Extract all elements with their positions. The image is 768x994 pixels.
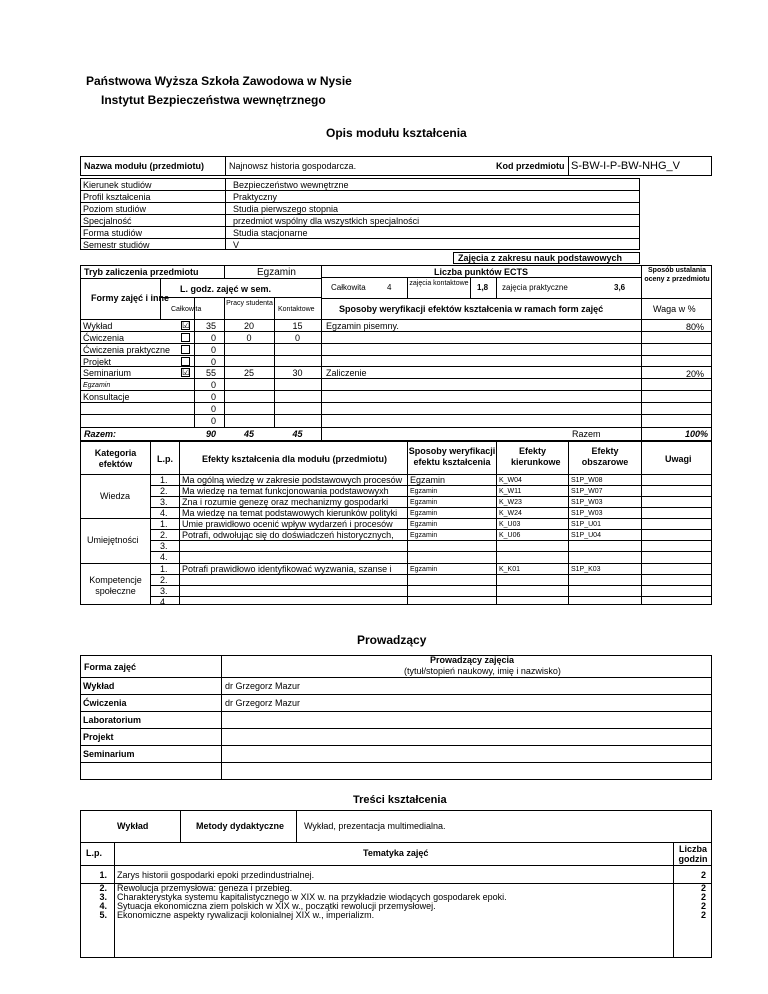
effect-text: Potrafi prawidłowo identyfikować wyzwania, szanse i <box>182 564 392 574</box>
effect-divider <box>150 574 712 575</box>
form-checkbox: ☑ <box>182 367 191 377</box>
form-name: Wykład <box>83 321 113 331</box>
effect-text: Potrafi, odwołując się do doświadczeń historycznych, <box>182 530 394 540</box>
effect-lp: 4. <box>160 508 168 518</box>
topic-hours: 2 <box>700 883 706 893</box>
ects-total-label: Całkowita <box>331 283 366 292</box>
effect-area: S1P_W07 <box>571 488 603 495</box>
assessment-method-label: Sposób ustalania oceny z przedmiotu <box>644 267 710 283</box>
content-col-hours: Liczba godzin <box>678 844 708 864</box>
verification-header: Sposoby weryfikacji efektów kształcenia w ramach form zajęć <box>339 304 604 314</box>
form-verification: Zaliczenie <box>326 368 367 378</box>
col-verif: Sposoby weryfikacji efektu kształcenia <box>408 446 496 467</box>
effect-area: S1P_W08 <box>571 477 603 484</box>
effect-area: S1P_K03 <box>571 566 601 573</box>
hours-header: L. godz. zajęć w sem. <box>180 284 272 294</box>
form-name: Egzamin <box>83 382 111 389</box>
effect-directional: K_W23 <box>499 499 522 506</box>
totals-student: 45 <box>243 429 254 439</box>
field-value: Praktyczny <box>233 192 278 202</box>
effect-directional: K_K01 <box>499 566 521 573</box>
effect-area: S1P_W03 <box>571 510 603 517</box>
teacher-form: Projekt <box>83 732 114 742</box>
topic-text: Charakterystyka systemu kapitalistycznego w XIX w. na przykładzie wiodących gospodarek epoki. <box>117 892 507 902</box>
form-contact: 30 <box>292 368 303 378</box>
form-checkbox <box>181 333 190 342</box>
category-skills: Umiejętności <box>87 535 139 545</box>
content-title: Treści kształcenia <box>353 794 447 806</box>
form-total: 0 <box>210 404 216 414</box>
topic-hours: 2 <box>700 892 706 902</box>
form-checkbox: ☑ <box>182 320 191 330</box>
form-total: 0 <box>210 416 216 426</box>
form-verification: Egzamin pisemny. <box>326 321 399 331</box>
topic-text: Rewolucja przemysłowa: geneza i przebieg. <box>117 883 293 893</box>
effect-area: S1P_W03 <box>571 499 603 506</box>
col-total: Całkowita <box>171 306 202 313</box>
topic-text: Sytuacja ekonomiczna ziem polskich w XIX w., początki rewolucji przemysłowej. <box>117 901 436 911</box>
field-label: Profil kształcenia <box>83 192 151 202</box>
teacher-name: dr Grzegorz Mazur <box>225 698 301 708</box>
teacher-form: Wykład <box>83 681 115 691</box>
topic-hours: 2 <box>700 901 706 911</box>
effect-lp: 3. <box>160 541 168 551</box>
form-student: 20 <box>243 321 254 331</box>
totals-contact: 45 <box>292 429 303 439</box>
form-name: Projekt <box>83 357 112 367</box>
effect-lp: 1. <box>160 564 168 574</box>
topic-lp: 2. <box>99 883 107 893</box>
field-value: przedmiot wspólny dla wszystkich specjalności <box>233 216 420 226</box>
ects-total-value: 4 <box>387 283 392 292</box>
effect-directional: K_U03 <box>499 521 521 528</box>
teacher-form: Laboratorium <box>83 715 142 725</box>
totals-weight: 100% <box>684 429 708 439</box>
col-notes: Uwagi <box>665 454 692 464</box>
teacher-form: Seminarium <box>83 749 135 759</box>
forms-header: Formy zajęć i inne <box>91 293 170 303</box>
weight-header: Waga w % <box>653 304 696 314</box>
form-checkbox <box>181 357 190 366</box>
effect-lp: 3. <box>160 586 168 596</box>
effect-divider <box>150 540 712 541</box>
form-total: 0 <box>210 357 216 367</box>
field-label: Specjalność <box>83 216 132 226</box>
effect-divider <box>150 551 712 552</box>
institute-name: Instytut Bezpieczeństwa wewnętrznego <box>101 93 326 107</box>
field-label: Forma studiów <box>83 228 143 238</box>
topic-text: Zarys historii gospodarki epoki przedindustrialnej. <box>117 870 315 880</box>
ects-contact-label: zajęcia kontaktowe <box>409 280 469 287</box>
topic-lp: 1. <box>99 870 107 880</box>
form-total: 0 <box>210 392 216 402</box>
field-value: Studia pierwszego stopnia <box>233 204 339 214</box>
form-total: 0 <box>210 345 216 355</box>
teachers-lead-sub: (tytuł/stopień naukowy, imię i nazwisko) <box>404 666 561 676</box>
effect-text: Umie prawidłowo ocenić wpływ wydarzeń i procesów <box>182 519 393 529</box>
effect-lp: 4. <box>160 597 168 607</box>
totals-label: Razem: <box>84 429 117 439</box>
effect-verification: Egzamin <box>410 566 438 573</box>
effect-verification: Egzamin <box>410 488 438 495</box>
category-knowledge: Wiedza <box>100 491 131 501</box>
institution-name: Państwowa Wyższa Szkoła Zawodowa w Nysie <box>86 74 352 88</box>
col-contact: Kontaktowe <box>278 306 315 313</box>
col-area: Efekty obszarowe <box>581 446 629 467</box>
ects-practical-label: zajęcia praktyczne <box>502 283 568 292</box>
effect-lp: 2. <box>160 486 168 496</box>
effect-area: S1P_U01 <box>571 521 601 528</box>
content-methods-label: Metody dydaktyczne <box>196 821 285 831</box>
form-contact: 0 <box>294 333 300 343</box>
form-weight: 20% <box>685 369 704 379</box>
col-effects: Efekty kształcenia dla modułu (przedmiotu) <box>202 454 388 464</box>
effect-verification: Egzamin <box>410 532 438 539</box>
effect-lp: 4. <box>160 552 168 562</box>
effect-lp: 2. <box>160 575 168 585</box>
field-value: V <box>233 240 240 250</box>
module-code-value: S-BW-I-P-BW-NHG_V <box>571 160 680 172</box>
effect-text: Ma wiedzę na temat podstawowych kierunków polityki <box>182 508 398 518</box>
form-weight: 80% <box>685 322 704 332</box>
topic-hours: 2 <box>700 910 706 920</box>
effect-directional: K_W04 <box>499 477 522 484</box>
effect-text: Ma wiedzę na temat funkcjonowania podstawowyxh <box>182 486 389 496</box>
basic-sciences-label: Zajęcia z zakresu nauk podstawowych <box>458 253 623 263</box>
form-student: 0 <box>246 333 252 343</box>
effect-directional: K_W11 <box>499 488 522 495</box>
effect-divider <box>150 596 712 597</box>
col-student: Pracy studenta <box>226 300 273 307</box>
totals-razem: Razem <box>572 429 601 439</box>
content-methods-value: Wykład, prezentacja multimedialna. <box>304 821 446 831</box>
field-label: Poziom studiów <box>83 204 147 214</box>
content-col-lp: L.p. <box>86 848 102 858</box>
effect-directional: K_U06 <box>499 532 521 539</box>
module-name-value: Najnowsz historia gospodarcza. <box>229 161 357 171</box>
form-student: 25 <box>243 368 254 378</box>
field-label: Semestr studiów <box>83 240 150 250</box>
topic-lp: 3. <box>99 892 107 902</box>
form-name: Konsultacje <box>83 392 130 402</box>
form-total: 55 <box>205 368 216 378</box>
col-category: Kategoria efektów <box>94 448 137 469</box>
effect-verification: Egzamin <box>410 521 438 528</box>
effect-lp: 1. <box>160 519 168 529</box>
field-label: Kierunek studiów <box>83 180 152 190</box>
effect-directional: K_W24 <box>499 510 522 517</box>
teacher-form: Ćwiczenia <box>83 698 127 708</box>
mode-label: Tryb zaliczenia przedmiotu <box>84 267 199 277</box>
category-competences: Kompetencje społeczne <box>89 575 142 596</box>
teachers-title: Prowadzący <box>357 633 427 647</box>
effect-verification: Egzamin <box>410 499 438 506</box>
effect-verification: Egzamin <box>410 475 446 485</box>
ects-points-header: Liczba punktów ECTS <box>434 267 529 277</box>
ects-contact-value: 1,8 <box>477 283 489 292</box>
form-checkbox <box>181 345 190 354</box>
col-lp: L.p. <box>157 454 173 464</box>
teacher-name: dr Grzegorz Mazur <box>225 681 301 691</box>
form-name: Ćwiczenia praktyczne <box>83 345 171 355</box>
topic-hours: 2 <box>700 870 706 880</box>
topic-lp: 5. <box>99 910 107 920</box>
document-title: Opis modułu kształcenia <box>326 126 467 140</box>
form-name: Ćwiczenia <box>83 333 125 343</box>
content-lecture-label: Wykład <box>117 821 149 831</box>
effect-text: Ma ogólną wiedzę w zakresie podstawowych procesów <box>182 475 403 485</box>
module-name-label: Nazwa modułu (przedmiotu) <box>84 161 204 171</box>
teachers-lead-title: Prowadzący zajęcia <box>430 655 515 665</box>
form-name: Seminarium <box>83 368 132 378</box>
field-value: Bezpieczeństwo wewnętrzne <box>233 180 349 190</box>
ects-practical-value: 3,6 <box>614 283 626 292</box>
totals-total: 90 <box>205 429 216 439</box>
module-code-label: Kod przedmiotu <box>496 161 565 171</box>
effect-area: S1P_U04 <box>571 532 601 539</box>
form-contact: 15 <box>292 321 303 331</box>
effect-verification: Egzamin <box>410 510 438 517</box>
form-total: 0 <box>210 333 216 343</box>
topic-lp: 4. <box>99 901 107 911</box>
form-total: 35 <box>205 321 216 331</box>
teachers-form-label: Forma zajęć <box>84 662 137 672</box>
field-value: Studia stacjonarne <box>233 228 308 238</box>
mode-value: Egzamin <box>257 267 296 278</box>
col-dir: Efekty kierunkowe <box>511 446 561 467</box>
effect-divider <box>150 585 712 586</box>
effect-lp: 2. <box>160 530 168 540</box>
content-col-topic: Tematyka zajęć <box>363 848 429 858</box>
effect-lp: 1. <box>160 475 168 485</box>
form-total: 0 <box>210 380 216 390</box>
effect-lp: 3. <box>160 497 168 507</box>
topic-text: Ekonomiczne aspekty rywalizacji kolonialnej XIX w., imperializm. <box>117 910 375 920</box>
effect-text: Zna i rozumie genezę oraz mechanizmy gospodarki <box>182 497 389 507</box>
